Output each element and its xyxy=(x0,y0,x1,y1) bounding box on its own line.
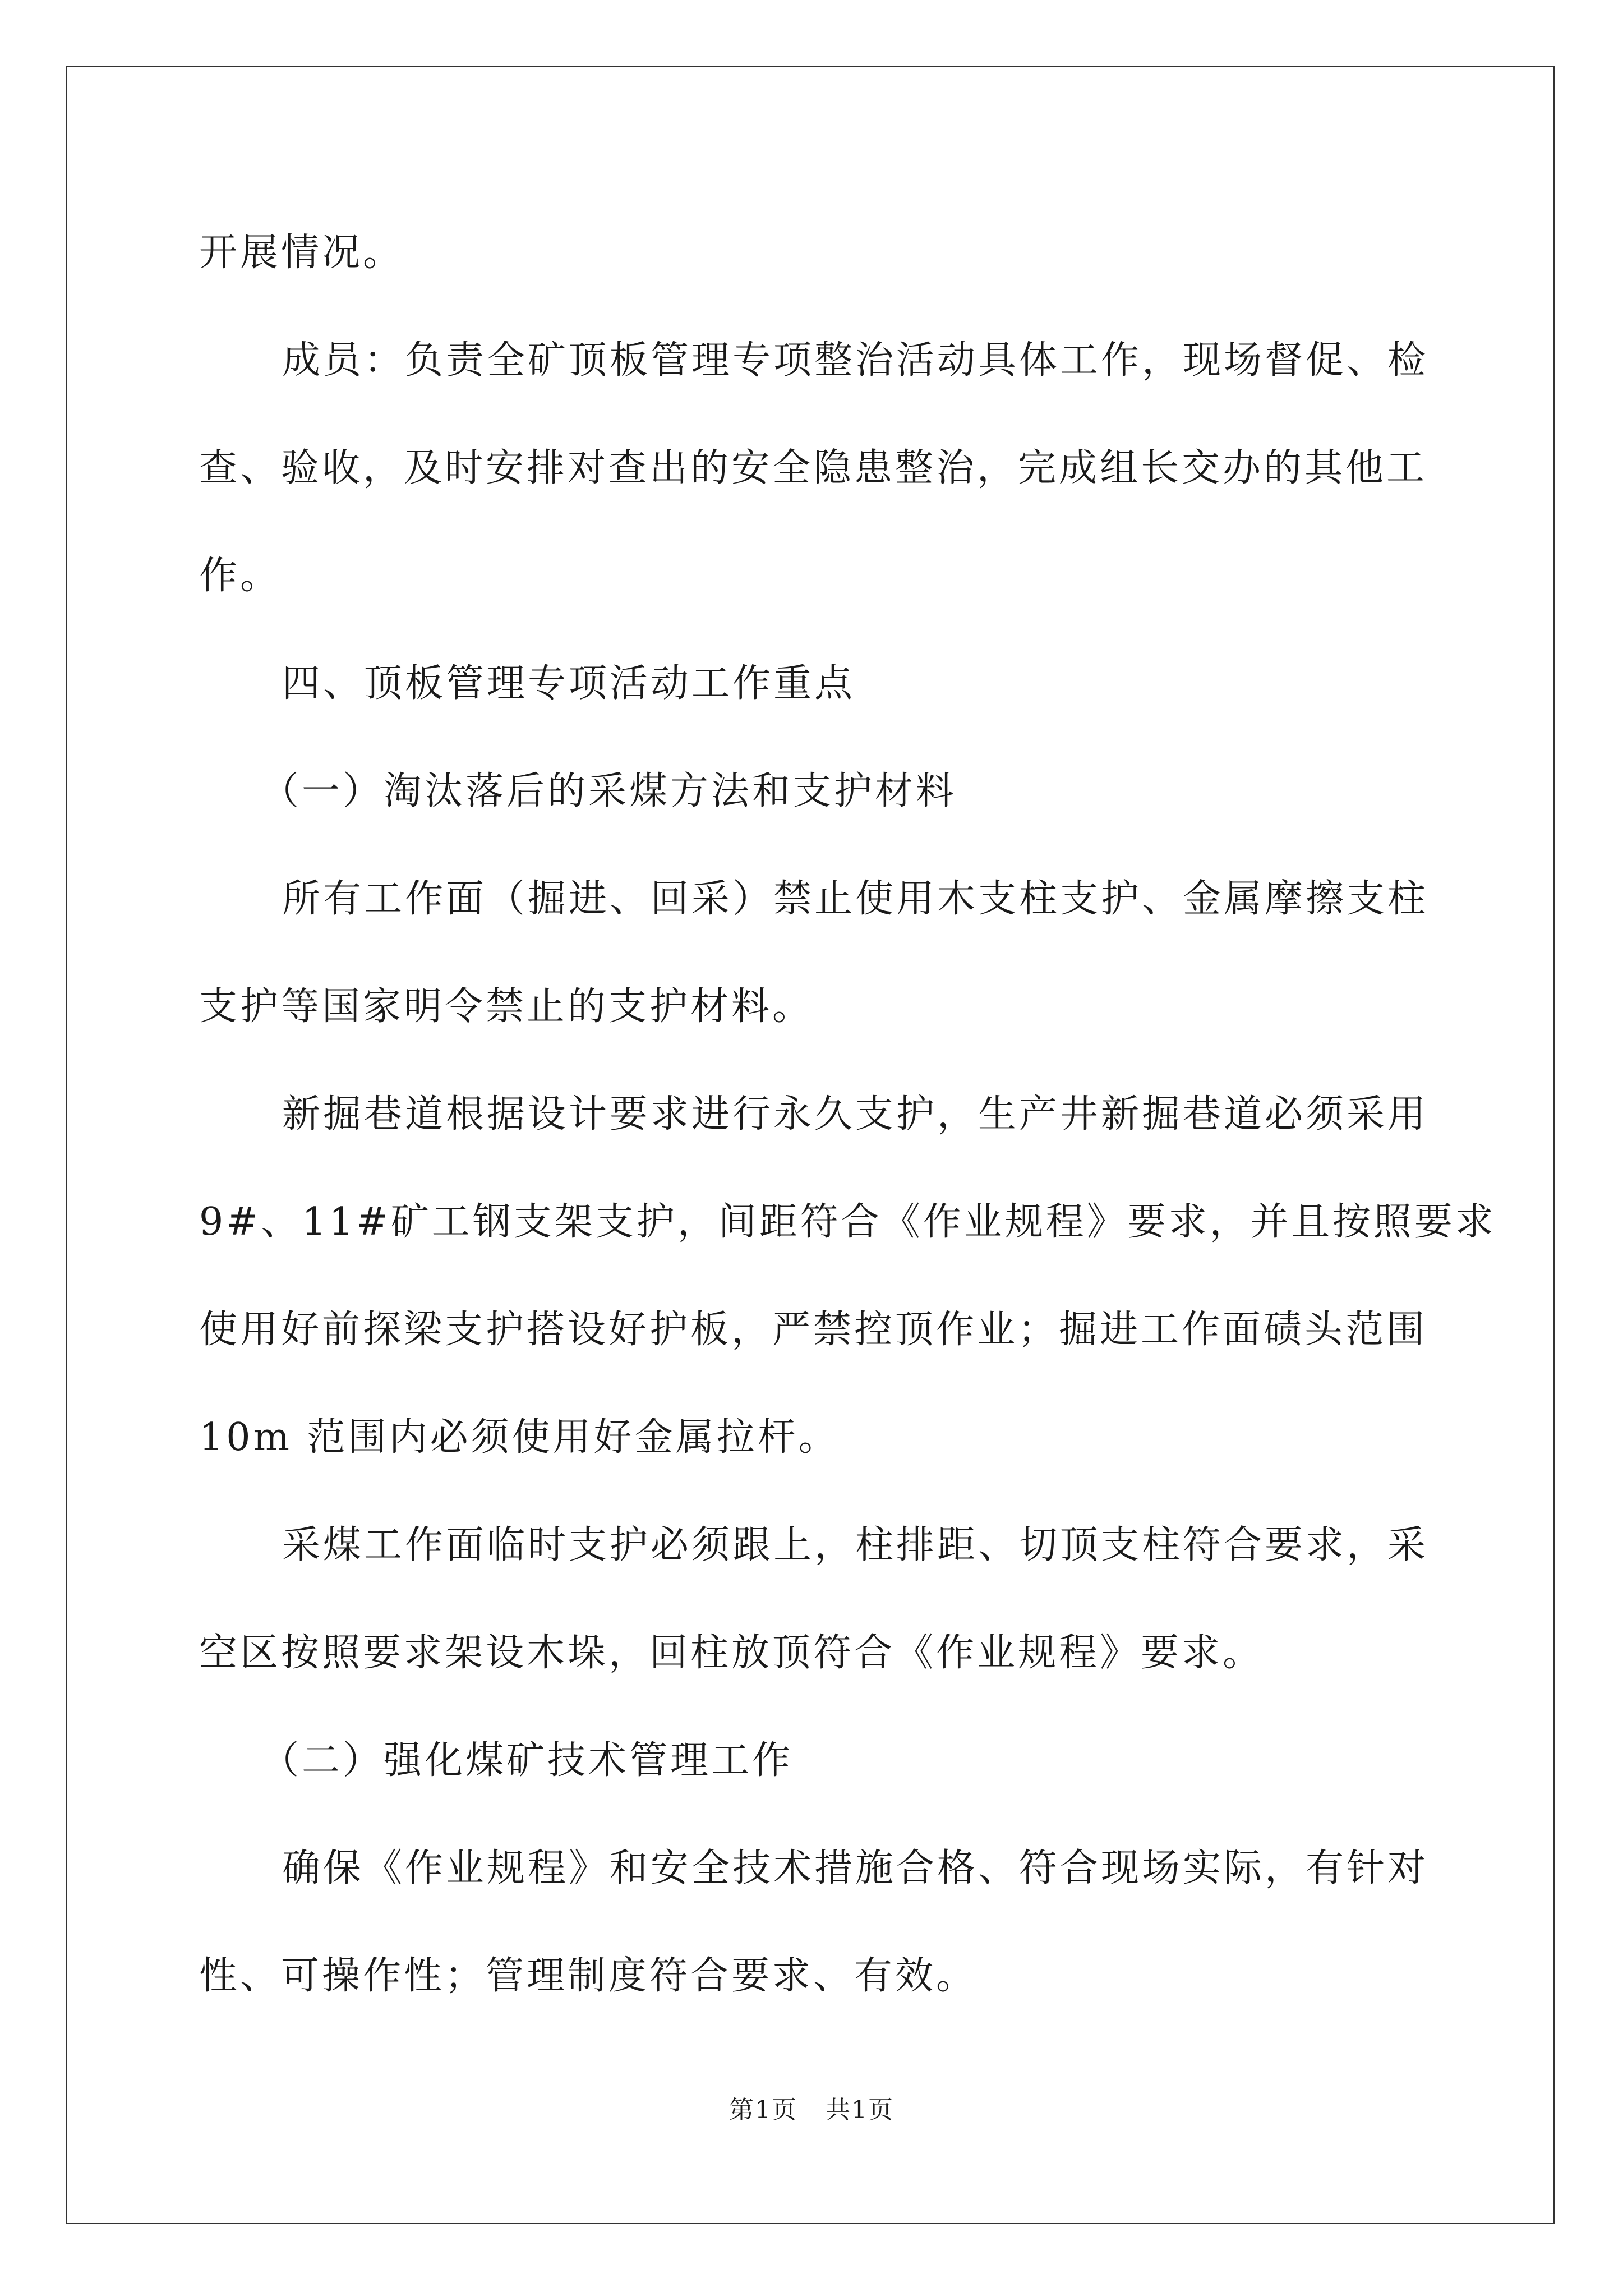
text-line-16: 确保《作业规程》和安全技术措施合格、符合现场实际，有针对 xyxy=(282,1846,1429,1890)
text-line-11: 使用好前探梁支护搭设好护板，严禁控顶作业；掘进工作面碛头范围 xyxy=(199,1308,1428,1352)
text-line-9: 新掘巷道根据设计要求进行永久支护，生产井新掘巷道必须采用 xyxy=(282,1092,1429,1137)
subsection-heading-two: （二）强化煤矿技术管理工作 xyxy=(261,1738,794,1783)
text-line-1: 开展情况。 xyxy=(199,231,404,275)
text-line-13: 采煤工作面临时支护必须跟上，柱排距、切顶支柱符合要求，采 xyxy=(282,1523,1429,1567)
section-heading-four: 四、顶板管理专项活动工作重点 xyxy=(282,661,856,706)
text-line-4: 作。 xyxy=(199,554,282,598)
text-line-10: 9#、11#矿工钢支架支护，间距符合《作业规程》要求，并且按照要求 xyxy=(199,1200,1496,1244)
text-line-3: 查、验收，及时安排对查出的安全隐患整治，完成组长交办的其他工 xyxy=(199,446,1428,490)
document-body xyxy=(199,199,1496,2030)
text-line-12: 10m 范围内必须使用好金属拉杆。 xyxy=(199,1415,840,1460)
text-line-7: 所有工作面（掘进、回采）禁止使用木支柱支护、金属摩擦支柱 xyxy=(282,877,1429,921)
text-line-17: 性、可操作性；管理制度符合要求、有效。 xyxy=(199,1954,978,1998)
text-line-14: 空区按照要求架设木垛，回柱放顶符合《作业规程》要求。 xyxy=(199,1631,1264,1675)
page-total: 共1页 xyxy=(826,2096,894,2124)
subsection-heading-one: （一）淘汰落后的采煤方法和支护材料 xyxy=(261,769,957,813)
text-line-8: 支护等国家明令禁止的支护材料。 xyxy=(199,984,814,1029)
page-number: 第1页 xyxy=(729,2096,797,2124)
page-footer xyxy=(0,2090,1623,2125)
text-line-2: 成员：负责全矿顶板管理专项整治活动具体工作，现场督促、检 xyxy=(282,338,1429,383)
